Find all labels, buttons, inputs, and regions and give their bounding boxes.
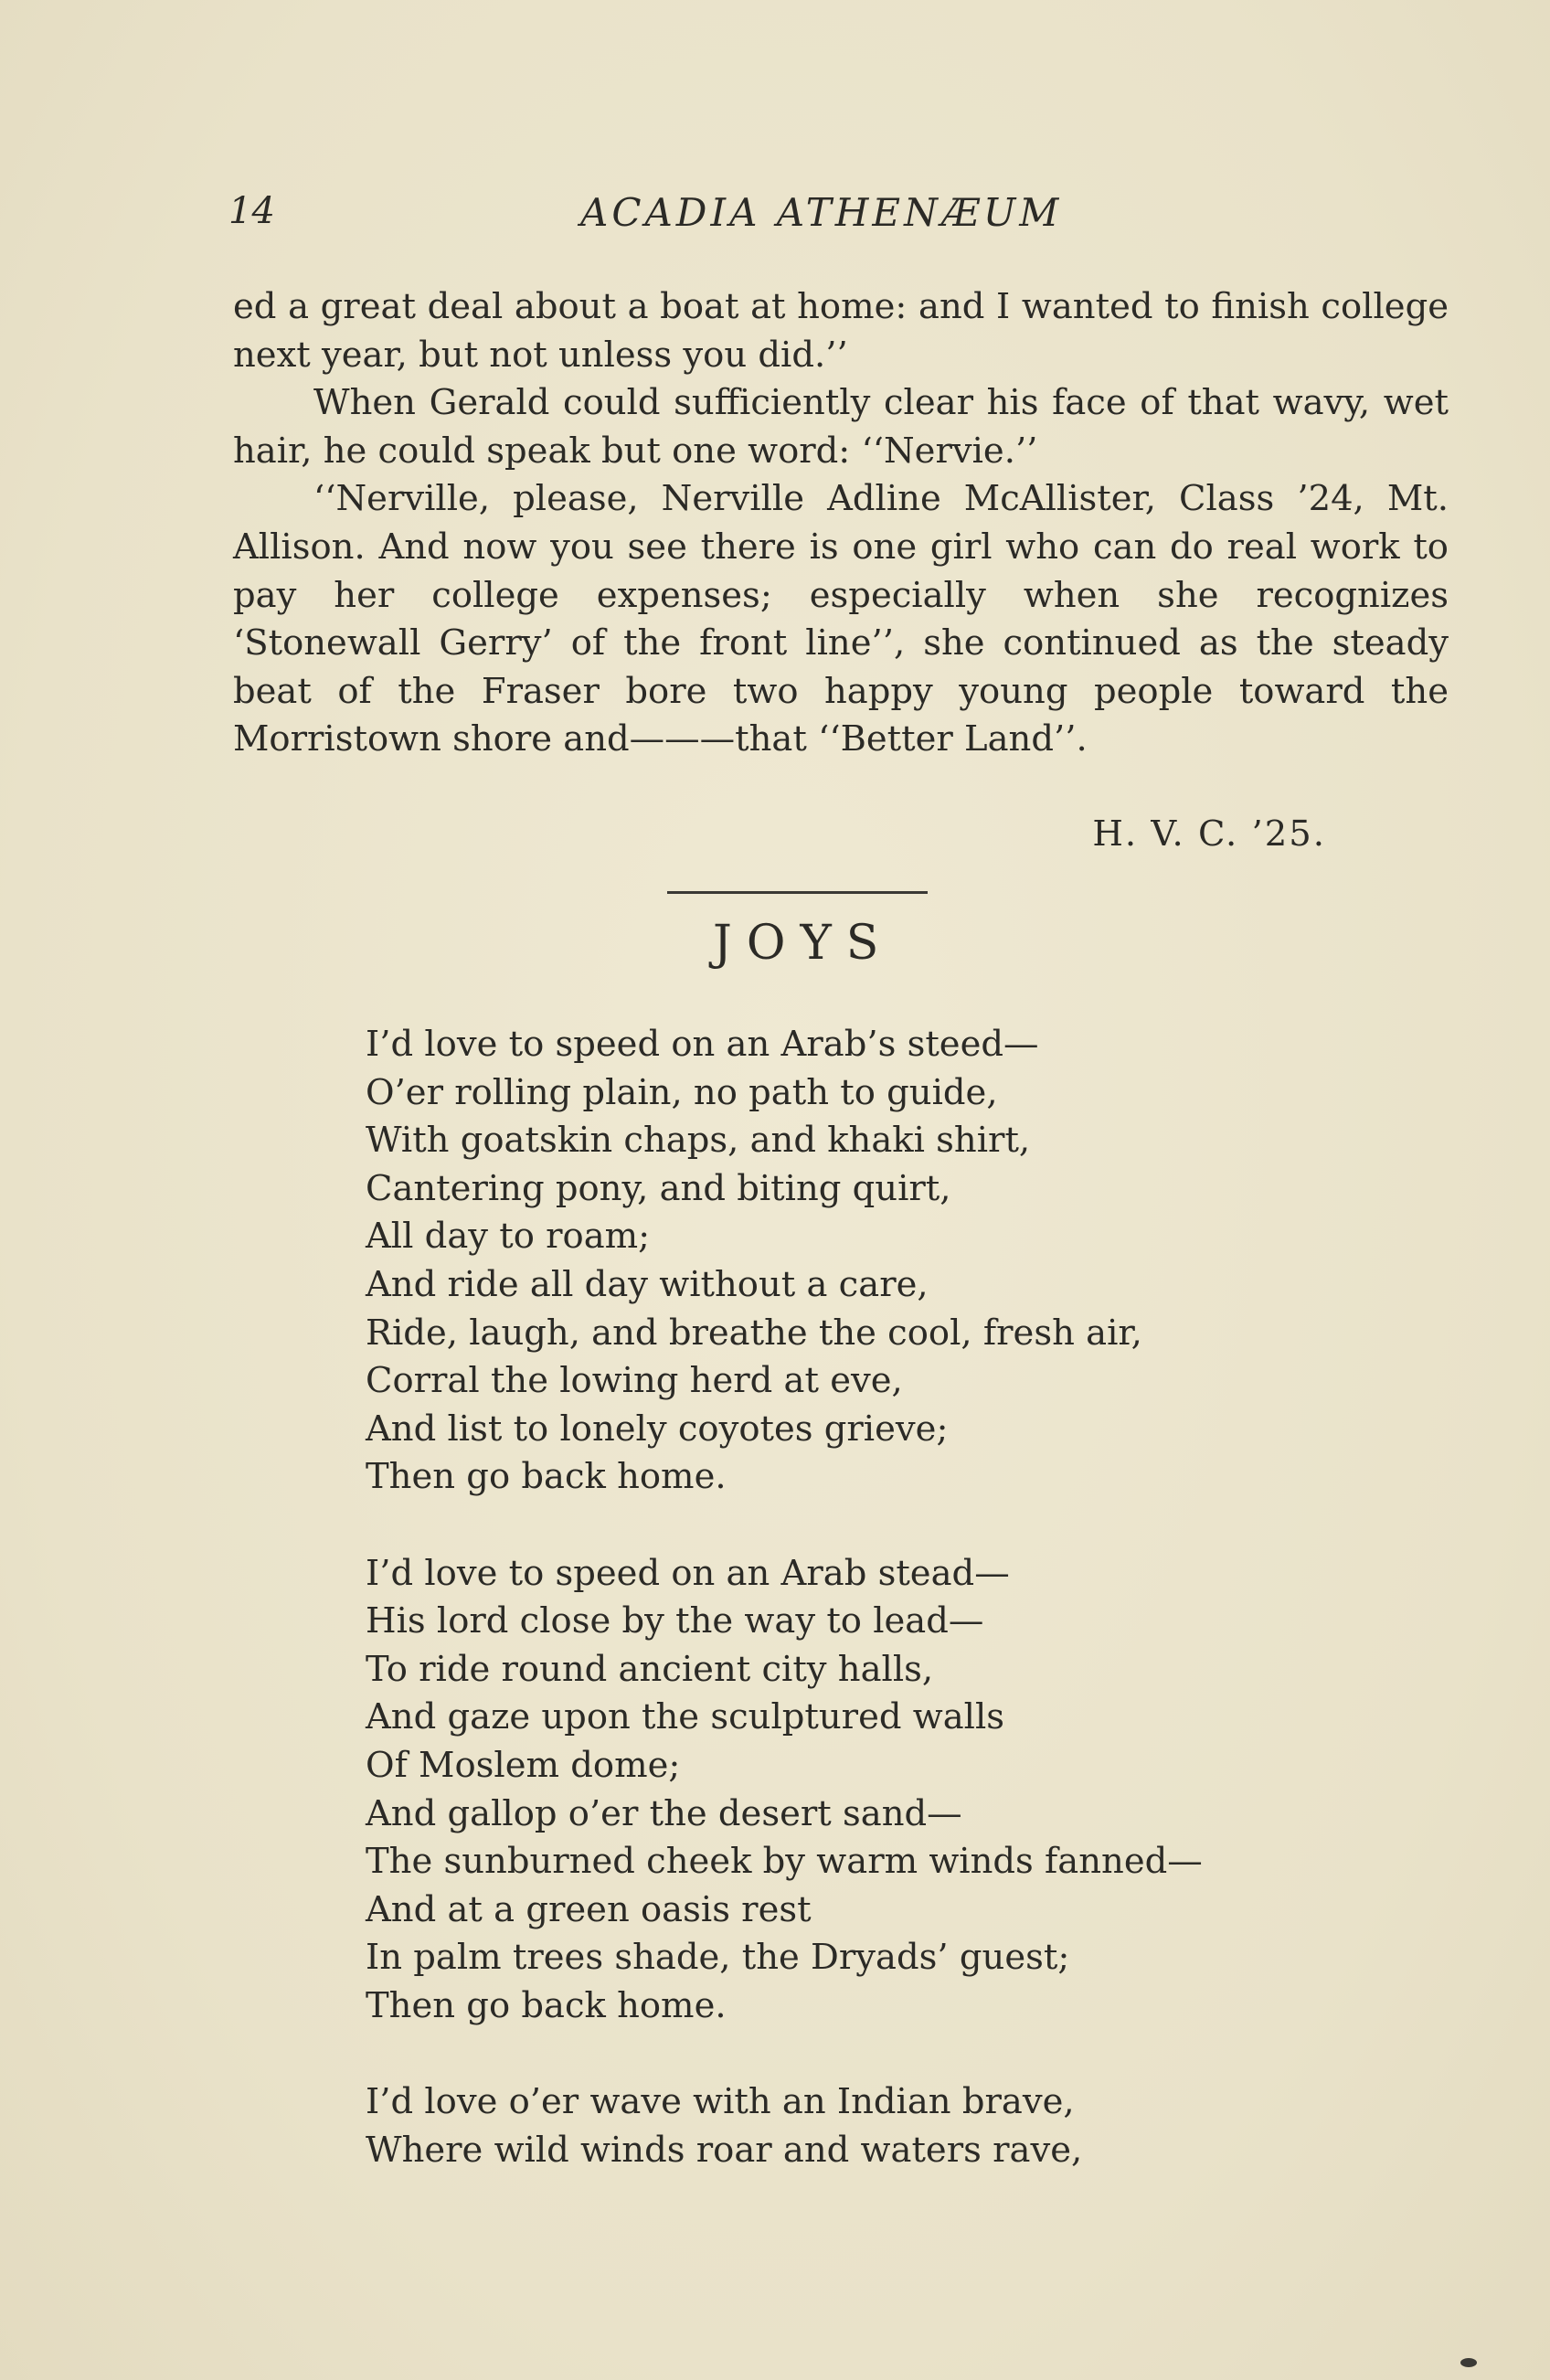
poem-line: His lord close by the way to lead— <box>366 1600 984 1642</box>
poem-line: And list to lonely coyotes grieve; <box>366 1408 949 1450</box>
page-header <box>228 190 1453 245</box>
poem-line: With goatskin chaps, and khaki shirt, <box>366 1120 1031 1162</box>
poem-line: Where wild winds roar and waters rave, <box>366 2129 1083 2171</box>
stanza <box>366 2078 1371 2174</box>
poem-line: Of Moslem dome; <box>366 1744 681 1786</box>
poem-line: In palm trees shade, the Dryads’ guest; <box>366 1937 1070 1979</box>
poem-line: And gallop o’er the desert sand— <box>366 1792 962 1834</box>
poem-title: JOYS <box>713 916 894 971</box>
page-number: 14 <box>228 190 275 232</box>
poem-line: Ride, laugh, and breathe the cool, fresh air, <box>366 1312 1142 1354</box>
poem-line: I’d love to speed on an Arab’s steed— <box>366 1024 1039 1065</box>
poem-body <box>366 1021 1371 2174</box>
paragraph: ‘‘Nerville, please, Nerville Adline McAllister, Class ’24, Mt. Allison. And now you see there is one girl who can do real work to pay her college expenses; especially when she recognizes ‘Stonewall Gerry’ of the front line’’, she continued as the steady beat of the Fraser bore two happy young people toward the Morristown shore and———that ‘‘Better Land’’. <box>233 478 1449 760</box>
running-title: ACADIA ATHENÆUM <box>580 190 1063 235</box>
ink-speck <box>1460 2358 1477 2367</box>
poem-line: Corral the lowing herd at eve, <box>366 1360 903 1402</box>
poem-line: Then go back home. <box>366 1984 727 2026</box>
poem-line: Cantering pony, and biting quirt, <box>366 1167 951 1209</box>
poem-line: O’er rolling plain, no path to guide, <box>366 1071 998 1113</box>
poem-line: To ride round ancient city halls, <box>366 1648 934 1690</box>
stanza <box>366 1021 1371 1502</box>
poem-line: I’d love o’er wave with an Indian brave, <box>366 2081 1075 2123</box>
poem-line: I’d love to speed on an Arab stead— <box>366 1552 1010 1594</box>
poem-line: And ride all day without a care, <box>366 1263 929 1305</box>
paragraph: When Gerald could sufficiently clear his face of that wavy, wet hair, he could speak but one word: ‘‘Nervie.’’ <box>233 382 1449 472</box>
poem-line: Then go back home. <box>366 1456 727 1498</box>
stanza <box>366 1550 1371 2031</box>
poem-line: All day to roam; <box>366 1216 651 1258</box>
poem-line: And gaze upon the sculptured walls <box>366 1696 1005 1738</box>
poem-line: And at a green oasis rest <box>366 1888 812 1930</box>
section-divider <box>667 891 928 894</box>
author-signature: H. V. C. ’25. <box>1092 813 1326 855</box>
paragraph: ed a great deal about a boat at home: and I wanted to finish college next year, but not unless you did.’’ <box>233 286 1449 376</box>
story-ending <box>233 283 1449 764</box>
poem-line: The sunburned cheek by warm winds fanned— <box>366 1841 1203 1883</box>
